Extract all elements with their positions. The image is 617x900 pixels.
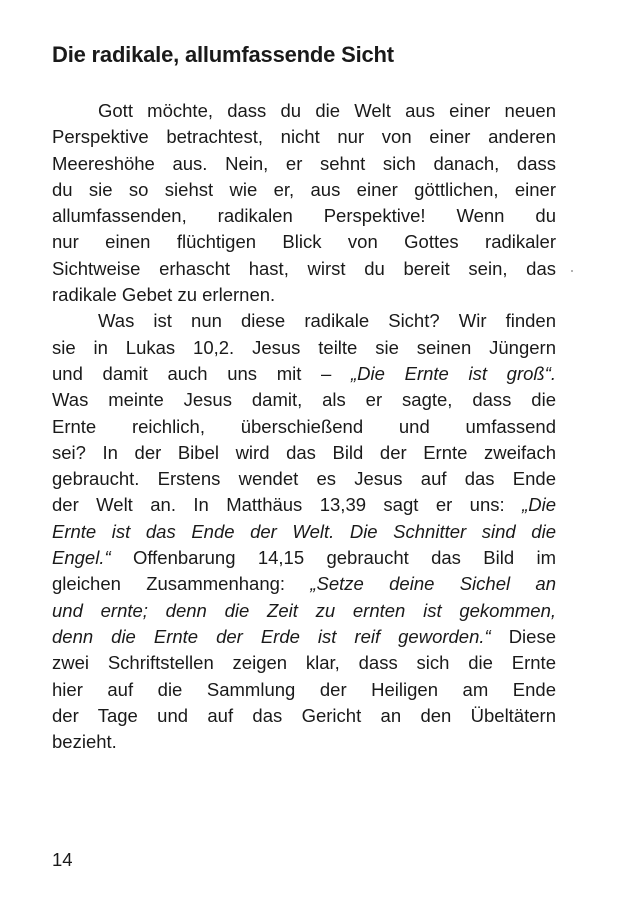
text-line [52, 650, 556, 676]
scan-speck [571, 270, 573, 272]
text-line [52, 703, 556, 729]
page-number: 14 [52, 849, 73, 870]
text-line [52, 229, 556, 255]
text-line [52, 545, 556, 571]
text-line [52, 519, 556, 545]
text-line [52, 677, 556, 703]
text-line [52, 361, 556, 387]
italic-quote-segment: „Die Ernte ist groß“. [351, 362, 556, 384]
text-segment: hier auf die Sammlung der Heiligen am Ende [52, 678, 556, 700]
text-segment: Was ist nun diese radikale Sicht? Wir finden [98, 310, 556, 332]
text-line [52, 98, 556, 124]
text-segment: Sichtweise erhascht hast, wirst du bereit sein, das [52, 257, 556, 279]
text-line [52, 598, 556, 624]
text-line [52, 571, 556, 597]
text-line [52, 440, 556, 466]
text-segment: nur einen flüchtigen Blick von Gottes radikaler [52, 231, 556, 253]
text-line [52, 308, 556, 334]
text-segment: radikale Gebet zu erlernen. [52, 284, 276, 306]
text-line [52, 151, 556, 177]
italic-quote-segment: „Die [522, 494, 556, 516]
text-segment: bezieht. [52, 731, 117, 753]
text-line [52, 282, 556, 308]
text-line [52, 729, 556, 755]
text-line [52, 466, 556, 492]
text-segment: allumfassenden, radikalen Perspektive! Wenn du [52, 205, 556, 227]
text-segment: Was meinte Jesus damit, als er sagte, dass die [52, 389, 556, 411]
italic-quote-segment: Ernte ist das Ende der Welt. Die Schnitter sind die [52, 520, 556, 542]
text-segment: gebraucht. Erstens wendet es Jesus auf das Ende [52, 468, 556, 490]
text-segment: Perspektive betrachtest, nicht nur von einer anderen [52, 126, 556, 148]
text-line [52, 414, 556, 440]
text-segment: sie in Lukas 10,2. Jesus teilte sie seinen Jüngern [52, 336, 556, 358]
text-line [52, 624, 556, 650]
text-line [52, 492, 556, 518]
italic-quote-segment: „Setze deine Sichel an [310, 573, 556, 595]
text-segment: Offenbarung 14,15 gebraucht das Bild im [110, 547, 556, 569]
text-segment: Gott möchte, dass du die Welt aus einer neuen [98, 100, 556, 121]
text-line [52, 177, 556, 203]
text-segment: und damit auch uns mit – [52, 362, 352, 384]
italic-quote-segment: und ernte; denn die Zeit zu ernten ist gekommen, [52, 599, 556, 621]
text-line [52, 203, 556, 229]
text-segment: gleichen Zusammenhang: [52, 573, 311, 595]
text-segment: du sie so siehst wie er, aus einer göttlichen, einer [52, 178, 556, 200]
text-line [52, 387, 556, 413]
text-segment: zwei Schriftstellen zeigen klar, dass sich die Ernte [52, 652, 556, 674]
italic-quote-segment: Engel.“ [52, 547, 111, 569]
italic-quote-segment: denn die Ernte der Erde ist reif geworden.“ [52, 625, 491, 647]
text-segment: der Tage und auf das Gericht an den Übeltätern [52, 704, 556, 726]
text-line [52, 256, 556, 282]
text-segment: Ernte reichlich, überschießend und umfassend [52, 415, 556, 437]
text-segment: Meereshöhe aus. Nein, er sehnt sich danach, dass [52, 152, 556, 174]
text-segment: der Welt an. In Matthäus 13,39 sagt er uns: [52, 494, 523, 516]
body-text [52, 98, 556, 755]
text-segment: Diese [490, 625, 556, 647]
chapter-heading: Die radikale, allumfassende Sicht [52, 42, 394, 67]
text-segment: sei? In der Bibel wird das Bild der Ernte zweifach [52, 441, 556, 463]
text-line [52, 335, 556, 361]
text-line [52, 124, 556, 150]
